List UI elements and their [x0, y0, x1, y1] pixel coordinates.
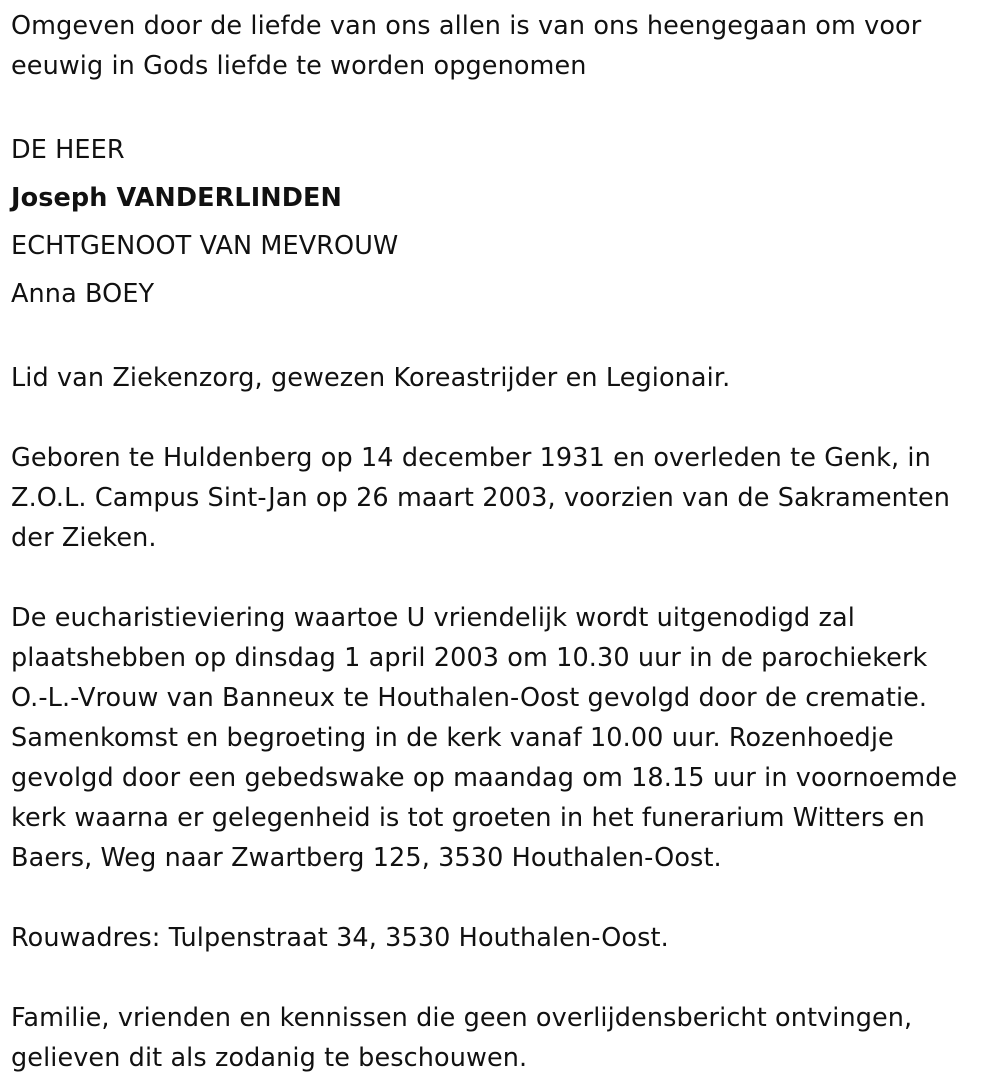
- deceased-name: Joseph VANDERLINDEN: [11, 183, 342, 213]
- membership-text: Lid van Ziekenzorg, gewezen Koreastrijder en Legionair.: [11, 363, 731, 393]
- title-prefix: DE HEER: [11, 135, 125, 165]
- spouse-name: Anna BOEY: [11, 279, 155, 309]
- birth-death-text: Geboren te Huldenberg op 14 december 1931 en overleden te Genk, in Z.O.L. Campus Sint-Jan op 26 maart 2003, voorzien van de Sakramenten der Zieken.: [11, 443, 951, 553]
- ceremony-text: De eucharistieviering waartoe U vriendelijk wordt uitgenodigd zal plaatshebben op dinsdag 1 april 2003 om 10.30 uur in de parochiekerk O.-L.-Vrouw van Banneux te Houthalen-Oost gevolgd door de crematie. Samenkomst en begroeting in de kerk vanaf 10.00 uur. Rozenhoedje gevolgd door een gebedswake op maandag om 18.15 uur in voornoemde kerk waarna er gelegenheid is tot groeten in het funerarium Witters en Baers, Weg naar Zwartberg 125, 3530 Houthalen-Oost.: [11, 603, 958, 873]
- mourning-address: Rouwadres: Tulpenstraat 34, 3530 Houthalen-Oost.: [11, 923, 669, 953]
- closing-text: Familie, vrienden en kennissen die geen overlijdensbericht ontvingen, gelieven dit als zodanig te beschouwen.: [11, 1003, 913, 1073]
- obituary-notice: [11, 0, 991, 1078]
- intro-text: Omgeven door de liefde van ons allen is van ons heengegaan om voor eeuwig in Gods liefde te worden opgenomen: [11, 11, 922, 81]
- spouse-prefix: ECHTGENOOT VAN MEVROUW: [11, 231, 399, 261]
